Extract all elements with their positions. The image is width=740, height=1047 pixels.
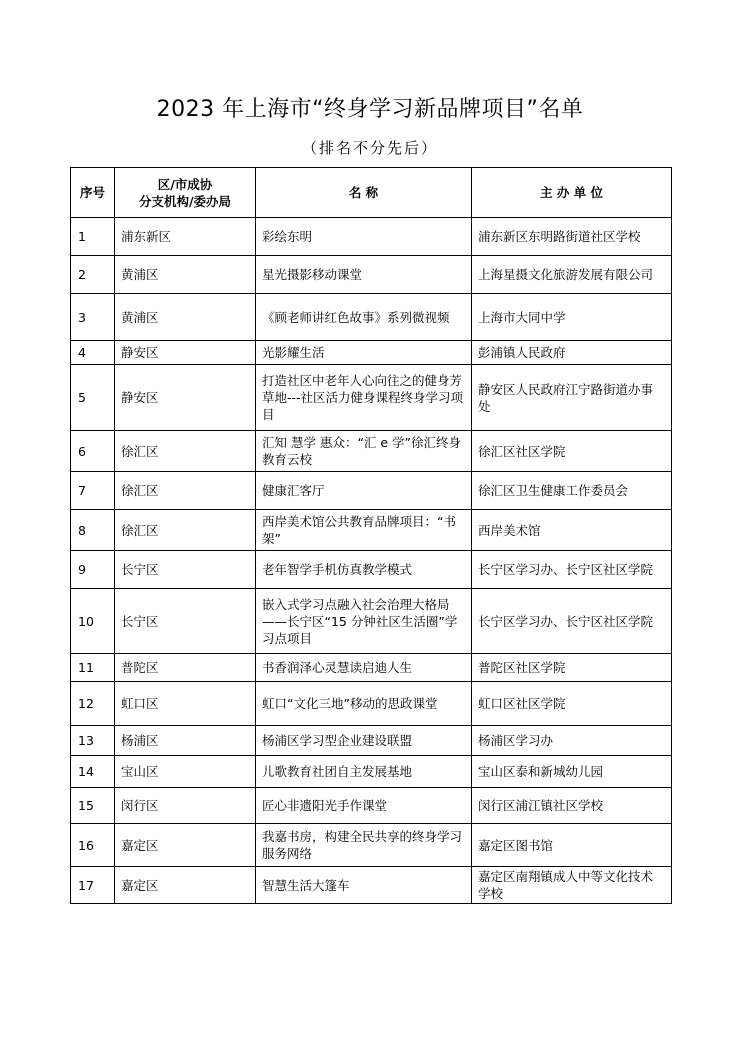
cell-name: 我嘉书房，构建全民共享的终身学习服务网络 bbox=[256, 824, 472, 867]
cell-district: 徐汇区 bbox=[115, 472, 256, 510]
cell-organizer: 长宁区学习办、长宁区社区学院 bbox=[472, 589, 672, 654]
cell-no: 1 bbox=[71, 218, 115, 256]
cell-district: 闵行区 bbox=[115, 788, 256, 824]
cell-organizer: 嘉定区图书馆 bbox=[472, 824, 672, 867]
cell-organizer: 彭浦镇人民政府 bbox=[472, 341, 672, 365]
cell-name: 《顾老师讲红色故事》系列微视频 bbox=[256, 294, 472, 341]
cell-organizer: 上海星摄文化旅游发展有限公司 bbox=[472, 256, 672, 294]
cell-name: 健康汇客厅 bbox=[256, 472, 472, 510]
table-row bbox=[71, 654, 672, 682]
cell-name: 光影耀生活 bbox=[256, 341, 472, 365]
cell-name: 汇知 慧学 惠众：“汇 e 学”徐汇终身教育云校 bbox=[256, 431, 472, 472]
table-row bbox=[71, 726, 672, 756]
cell-no: 14 bbox=[71, 756, 115, 788]
cell-name: 西岸美术馆公共教育品牌项目：“书架” bbox=[256, 510, 472, 551]
cell-name: 智慧生活大篷车 bbox=[256, 867, 472, 904]
table-row bbox=[71, 294, 672, 341]
cell-no: 13 bbox=[71, 726, 115, 756]
cell-no: 2 bbox=[71, 256, 115, 294]
cell-organizer: 上海市大同中学 bbox=[472, 294, 672, 341]
cell-district: 浦东新区 bbox=[115, 218, 256, 256]
cell-no: 3 bbox=[71, 294, 115, 341]
cell-district: 虹口区 bbox=[115, 682, 256, 726]
header-district-line1: 区/市成协 bbox=[157, 176, 213, 192]
cell-organizer: 长宁区学习办、长宁区社区学院 bbox=[472, 551, 672, 589]
cell-name: 老年智学手机仿真教学模式 bbox=[256, 551, 472, 589]
cell-organizer: 杨浦区学习办 bbox=[472, 726, 672, 756]
cell-district: 静安区 bbox=[115, 365, 256, 431]
cell-district: 嘉定区 bbox=[115, 867, 256, 904]
cell-organizer: 浦东新区东明路街道社区学校 bbox=[472, 218, 672, 256]
cell-organizer: 静安区人民政府江宁路街道办事处 bbox=[472, 365, 672, 431]
table-row bbox=[71, 341, 672, 365]
cell-organizer: 徐汇区社区学院 bbox=[472, 431, 672, 472]
cell-name: 打造社区中老年人心向往之的健身芳草地---社区活力健身课程终身学习项目 bbox=[256, 365, 472, 431]
table-row bbox=[71, 472, 672, 510]
header-district bbox=[115, 168, 256, 218]
table-row bbox=[71, 682, 672, 726]
table-row bbox=[71, 510, 672, 551]
cell-district: 普陀区 bbox=[115, 654, 256, 682]
page-subtitle: （排名不分先后） bbox=[301, 139, 438, 157]
cell-no: 4 bbox=[71, 341, 115, 365]
cell-name: 书香润泽心灵慧读启迪人生 bbox=[256, 654, 472, 682]
header-organizer: 主 办 单 位 bbox=[472, 168, 672, 218]
cell-district: 宝山区 bbox=[115, 756, 256, 788]
cell-no: 11 bbox=[71, 654, 115, 682]
cell-district: 静安区 bbox=[115, 341, 256, 365]
cell-no: 8 bbox=[71, 510, 115, 551]
header-no: 序号 bbox=[71, 168, 115, 218]
cell-no: 9 bbox=[71, 551, 115, 589]
cell-name: 星光摄影移动课堂 bbox=[256, 256, 472, 294]
cell-name: 儿歌教育社团自主发展基地 bbox=[256, 756, 472, 788]
cell-no: 5 bbox=[71, 365, 115, 431]
cell-no: 6 bbox=[71, 431, 115, 472]
table-row bbox=[71, 256, 672, 294]
cell-no: 16 bbox=[71, 824, 115, 867]
cell-organizer: 宝山区泰和新城幼儿园 bbox=[472, 756, 672, 788]
cell-organizer: 西岸美术馆 bbox=[472, 510, 672, 551]
cell-organizer: 闵行区浦江镇社区学校 bbox=[472, 788, 672, 824]
cell-name: 彩绘东明 bbox=[256, 218, 472, 256]
table-header-row bbox=[71, 168, 672, 218]
table-row bbox=[71, 589, 672, 654]
cell-no: 12 bbox=[71, 682, 115, 726]
cell-name: 嵌入式学习点融入社会治理大格局——长宁区“15 分钟社区生活圈”学习点项目 bbox=[256, 589, 472, 654]
cell-name: 虹口“文化三地”移动的思政课堂 bbox=[256, 682, 472, 726]
cell-district: 黄浦区 bbox=[115, 256, 256, 294]
cell-no: 7 bbox=[71, 472, 115, 510]
cell-district: 长宁区 bbox=[115, 589, 256, 654]
cell-district: 徐汇区 bbox=[115, 510, 256, 551]
cell-no: 15 bbox=[71, 788, 115, 824]
cell-district: 嘉定区 bbox=[115, 824, 256, 867]
table-row bbox=[71, 756, 672, 788]
cell-no: 10 bbox=[71, 589, 115, 654]
table-row bbox=[71, 551, 672, 589]
table-row bbox=[71, 218, 672, 256]
cell-district: 长宁区 bbox=[115, 551, 256, 589]
cell-organizer: 嘉定区南翔镇成人中等文化技术学校 bbox=[472, 867, 672, 904]
cell-organizer: 普陀区社区学院 bbox=[472, 654, 672, 682]
cell-organizer: 虹口区社区学院 bbox=[472, 682, 672, 726]
header-district-line2: 分支机构/委办局 bbox=[138, 193, 232, 209]
project-list-table bbox=[70, 167, 672, 904]
cell-district: 杨浦区 bbox=[115, 726, 256, 756]
cell-name: 杨浦区学习型企业建设联盟 bbox=[256, 726, 472, 756]
table-row bbox=[71, 431, 672, 472]
table-row bbox=[71, 867, 672, 904]
table-row bbox=[71, 788, 672, 824]
page-title: 2023 年上海市“终身学习新品牌项目”名单 bbox=[156, 97, 584, 122]
cell-organizer: 徐汇区卫生健康工作委员会 bbox=[472, 472, 672, 510]
table-row bbox=[71, 365, 672, 431]
cell-name: 匠心非遗阳光手作课堂 bbox=[256, 788, 472, 824]
header-name: 名 称 bbox=[256, 168, 472, 218]
table-row bbox=[71, 824, 672, 867]
cell-no: 17 bbox=[71, 867, 115, 904]
cell-district: 徐汇区 bbox=[115, 431, 256, 472]
cell-district: 黄浦区 bbox=[115, 294, 256, 341]
